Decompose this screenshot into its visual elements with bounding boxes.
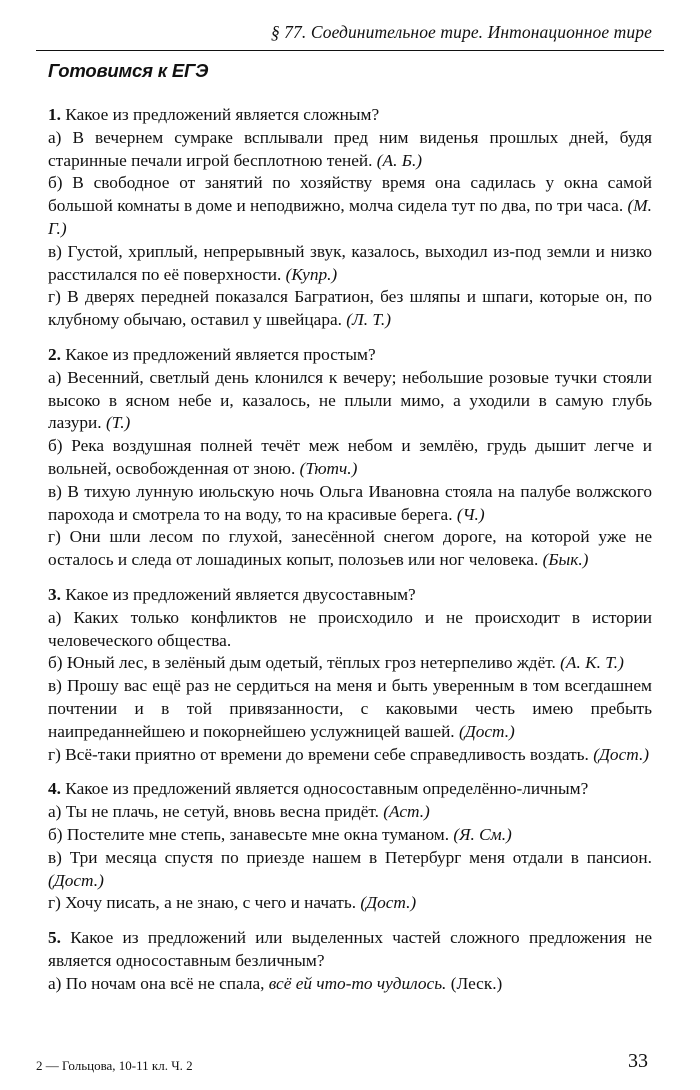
answer-source: (Купр.): [285, 264, 338, 284]
answer-text: в) В тихую лунную июльскую ночь Ольга Ивановна стояла на палубе волжского парохода и смотрела то на воду, то на красивые берега.: [48, 481, 652, 524]
footer-signature: 2 — Гольцова, 10-11 кл. Ч. 2: [36, 1058, 193, 1073]
answer-text: г) В дверях передней показался Багратион, без шляпы и шпаги, которые он, по клубному обычаю, оставил у швейцара.: [48, 287, 652, 330]
answer-text: г) Хочу писать, а не знаю, с чего и начать.: [48, 893, 361, 913]
answer-source: (Л. Т.): [346, 310, 391, 330]
answer-option: [48, 435, 652, 481]
question-3: [48, 584, 652, 766]
answer-source: (Леск.): [446, 973, 503, 993]
answer-option: [48, 652, 652, 675]
answer-option: [48, 973, 652, 996]
answer-source: (Ч.): [456, 504, 485, 524]
answer-text: а) По ночам она всё не спала,: [48, 973, 269, 993]
answer-option: [48, 172, 652, 240]
answer-source: (А. Б.): [376, 150, 423, 170]
answer-text: в) Прошу вас ещё раз не сердиться на меня и быть уверенным в том всегдашнем почтении и в той привязанности, с каковыми честь имею пребыть наипреданнейшею и покорнейшею услужницей вашей.: [48, 676, 652, 741]
question-text: [48, 344, 652, 367]
answer-option: [48, 892, 652, 915]
question-number: 3.: [48, 584, 61, 604]
question-prompt: Какое из предложений является сложным?: [60, 105, 380, 124]
answer-text: г) Всё-таки приятно от времени до времени себе справедливость воздать.: [48, 744, 594, 764]
question-4: [48, 778, 652, 915]
question-text: [48, 104, 652, 127]
answer-text: а) В вечернем сумраке всплывали пред ним виденья прошлых дней, будя старинные печали игрой бесплотною теней.: [48, 127, 652, 170]
answer-text: б) Юный лес, в зелёный дым одетый, тёплых гроз нетерпеливо ждёт.: [48, 653, 561, 673]
question-number: 1.: [48, 105, 61, 124]
question-text: [48, 584, 652, 607]
answer-source: (Дост.): [458, 721, 515, 741]
page-content: [48, 60, 652, 1007]
answer-text: г) Они шли лесом по глухой, занесённой снегом дороге, на которой уже не осталось и следа от лошадиных копыт, полозьев или ног человека.: [48, 527, 652, 570]
question-2: [48, 344, 652, 572]
answer-option: [48, 607, 652, 653]
answer-source: (Бык.): [542, 550, 589, 570]
answer-option: [48, 675, 652, 743]
answer-text: б) Постелите мне степь, занавесьте мне окна туманом.: [48, 824, 454, 844]
answer-option: [48, 481, 652, 527]
page-number: 33: [628, 1050, 648, 1072]
answer-source: (Дост.): [360, 893, 417, 913]
answer-source: (Дост.): [48, 870, 104, 890]
answer-source: (Т.): [105, 413, 131, 433]
answer-text: б) Река воздушная полней течёт меж небом и землёю, грудь дышит легче и вольней, освобожденная от зною.: [48, 436, 652, 478]
question-text: [48, 927, 652, 973]
answer-option: [48, 801, 652, 824]
question-text: [48, 778, 652, 801]
answer-text: в) Три месяца спустя по приезде нашем в Петербург меня отдали в пансион.: [48, 847, 652, 867]
answer-text: в) Густой, хриплый, непрерывный звук, казалось, выходил из-под земли и низко расстилался по её поверхности.: [48, 241, 652, 284]
running-header: [36, 14, 664, 51]
question-prompt: Какое из предложений является простым?: [60, 344, 376, 364]
question-prompt: Какое из предложений или выделенных частей сложного предложения не является односоставным безличным?: [48, 928, 652, 970]
answer-option: [48, 847, 652, 893]
question-prompt: Какое из предложений является односоставным определённо-личным?: [60, 779, 589, 799]
answer-option: [48, 127, 652, 173]
answer-source: (Дост.): [593, 744, 650, 764]
question-number: 2.: [48, 344, 61, 364]
answer-source: (Аст.): [383, 802, 430, 822]
answer-source: (Тютч.): [299, 458, 358, 478]
question-number: 5.: [48, 928, 61, 948]
answer-option: [48, 241, 652, 287]
question-5: [48, 927, 652, 995]
answer-text: а) Весенний, светлый день клонился к вечеру; небольшие розовые тучки стояли высоко в ясном небе и, казалось, не плыли мимо, а уходили в самую глубь лазури.: [48, 367, 652, 433]
answer-text: а) Ты не плачь, не сетуй, вновь весна придёт.: [48, 802, 384, 822]
answer-option: [48, 824, 652, 847]
answer-option: [48, 367, 652, 435]
answer-text: б) В свободное от занятий по хозяйству время она садилась у окна самой большой комнаты в доме и неподвижно, молча сидела тут по два, по три часа.: [48, 173, 652, 216]
header-title: § 77. Соединительное тире. Интонационное тире: [270, 22, 652, 42]
answer-text: а) Каких только конфликтов не происходило и не происходит в истории человеческого общества.: [48, 607, 652, 650]
question-1: [48, 104, 652, 332]
question-prompt: Какое из предложений является двусоставным?: [60, 584, 416, 604]
answer-source: (Я. См.): [453, 824, 512, 844]
answer-option: [48, 526, 652, 572]
question-number: 4.: [48, 779, 61, 799]
answer-option: [48, 744, 652, 767]
answer-source: (М. Г.): [48, 196, 652, 238]
section-title: Готовимся к ЕГЭ: [48, 60, 209, 81]
answer-italic-part: всё ей что-то чудилось.: [268, 973, 447, 993]
answer-option: [48, 286, 652, 332]
answer-source: (А. К. Т.): [560, 653, 624, 673]
